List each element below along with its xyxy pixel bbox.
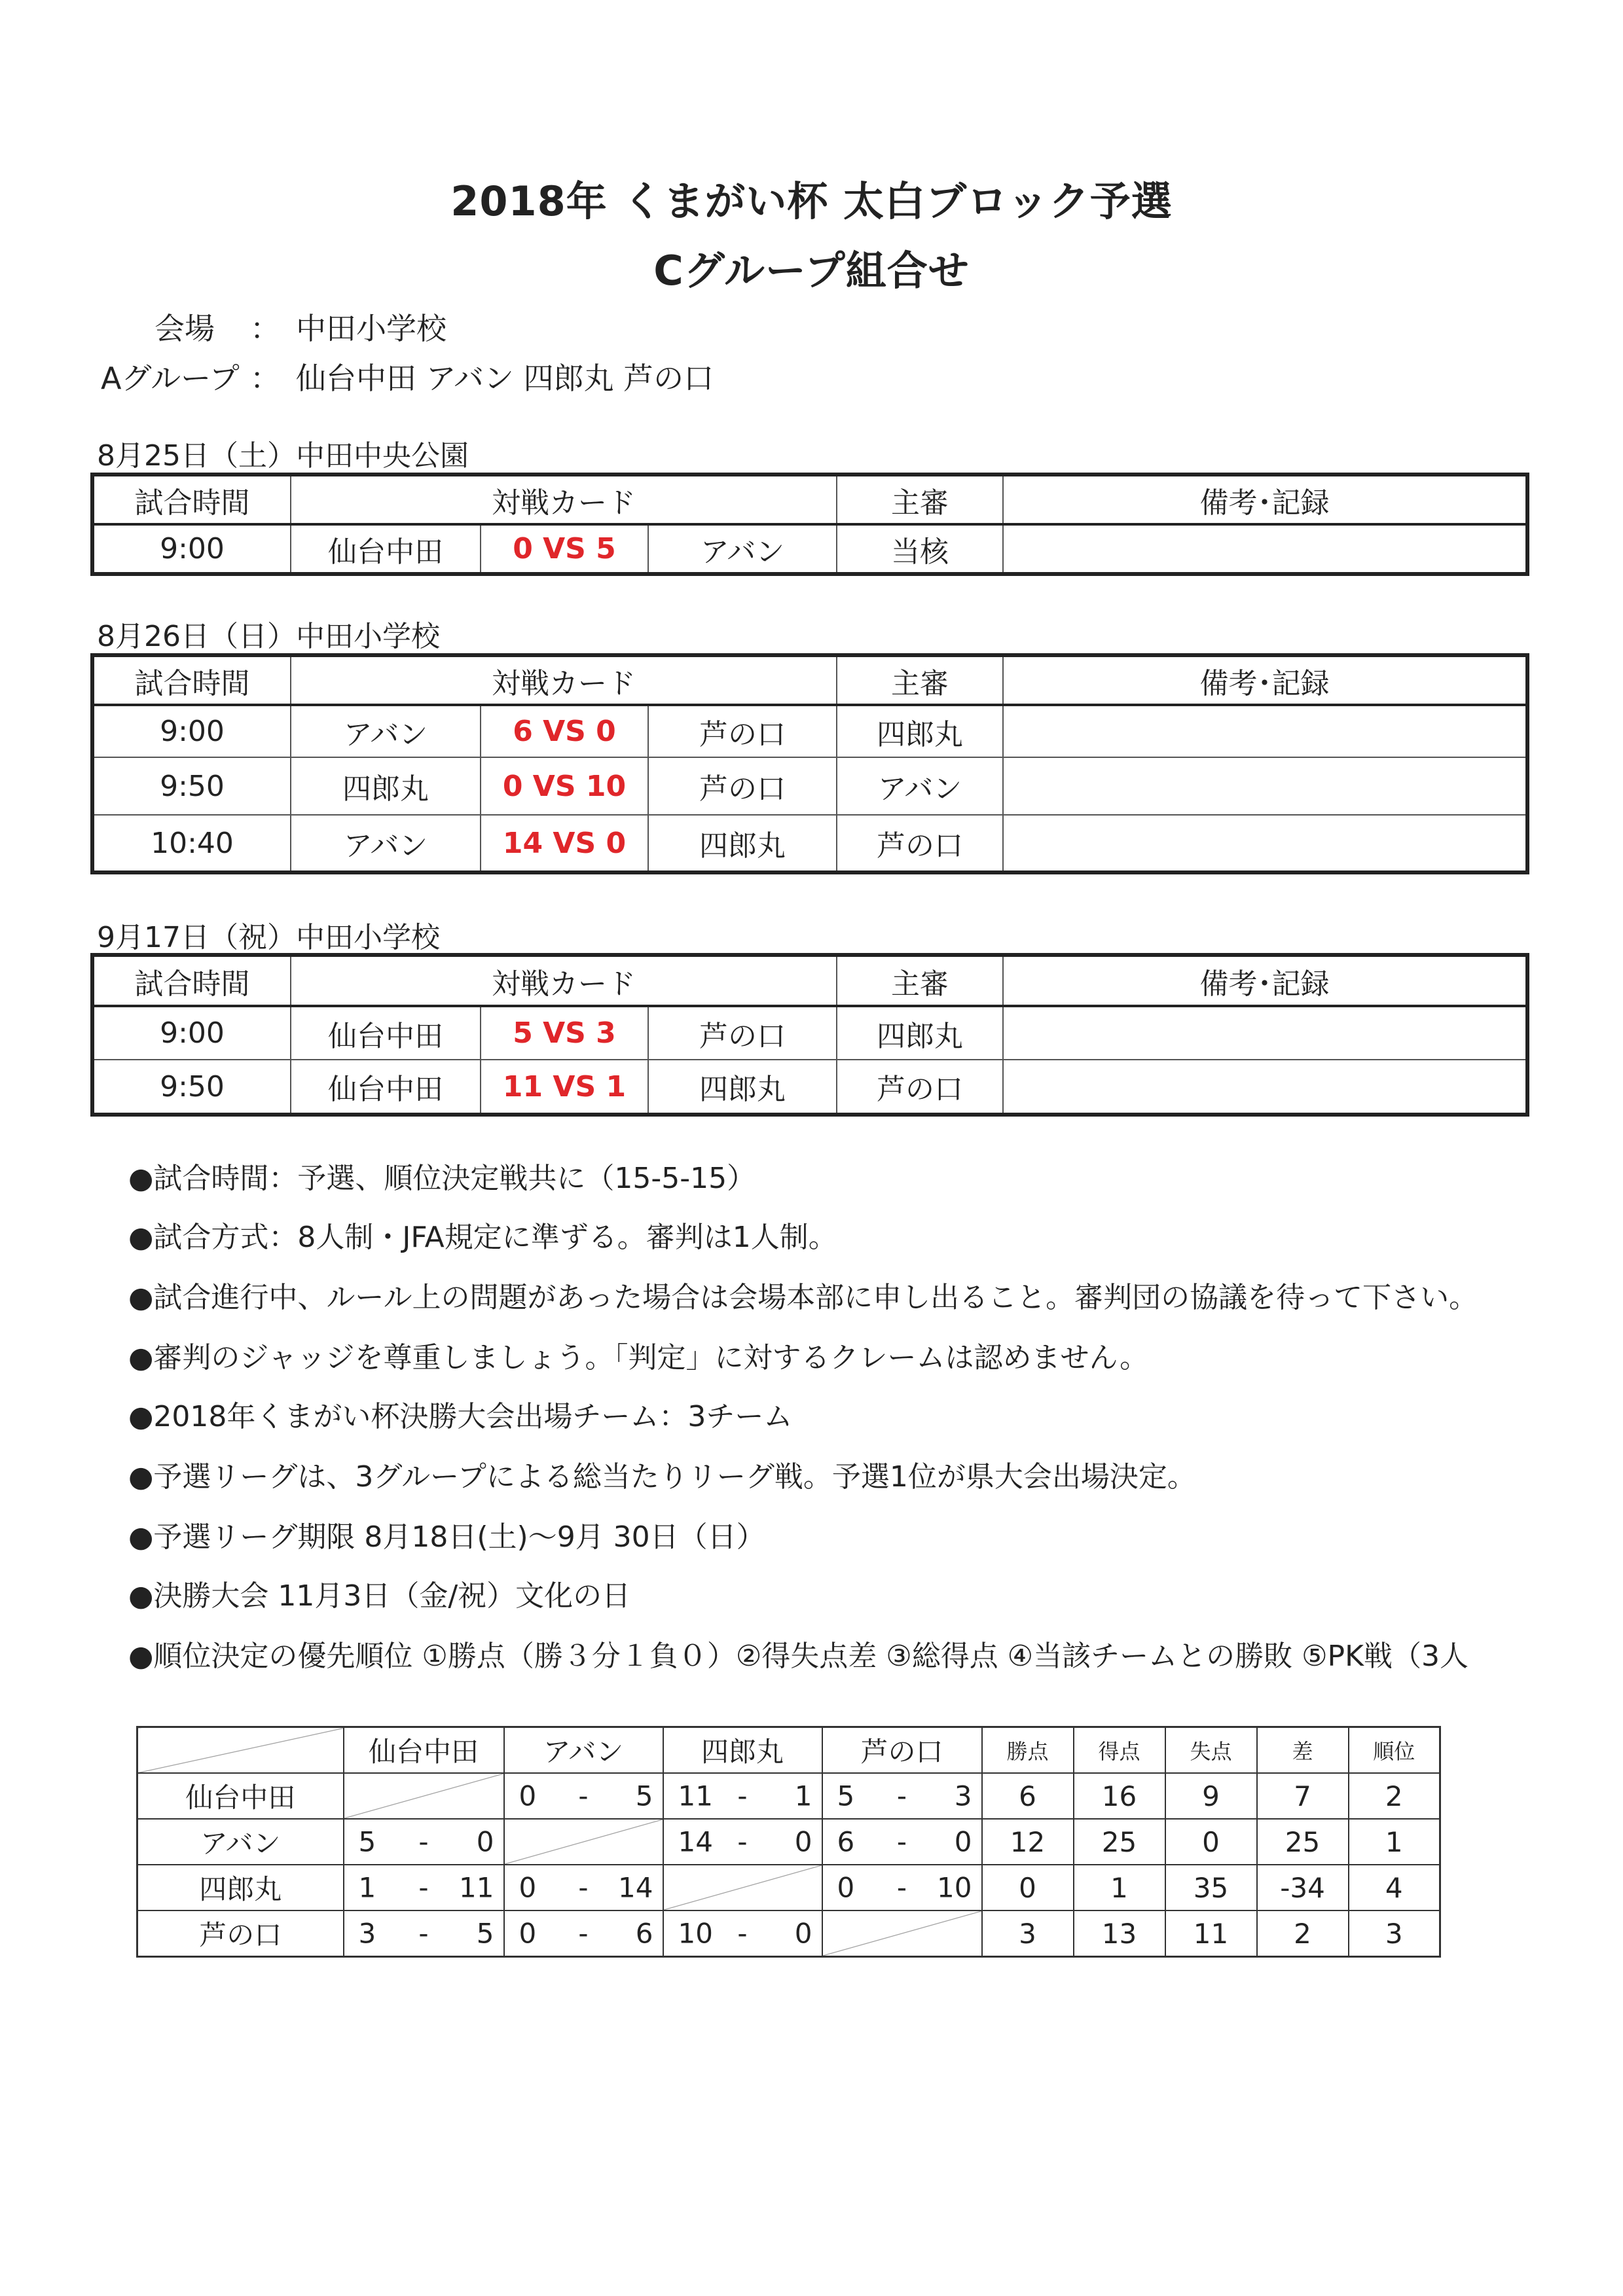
points: 0: [982, 1865, 1074, 1910]
venue-label: 会場: [155, 311, 215, 346]
goals-against: 3: [954, 1780, 972, 1812]
match-home: 仙台中田: [291, 1060, 481, 1115]
match-referee: 当核: [837, 524, 1003, 574]
goals-against: 0: [954, 1825, 972, 1858]
col-team: アバン: [504, 1727, 663, 1774]
match-row: [92, 1060, 1527, 1115]
goals-for-total: 16: [1074, 1773, 1165, 1819]
match-referee: 四郎丸: [837, 1006, 1003, 1060]
goals-against-total: 9: [1165, 1773, 1257, 1819]
goals-for: 0: [519, 1917, 537, 1950]
match-notes: [1003, 815, 1527, 872]
goals-for: 1: [358, 1871, 376, 1904]
header-notes: 備考･記録: [1003, 475, 1527, 524]
venue-value: 中田小学校: [296, 311, 447, 346]
score-dash: -: [896, 1825, 907, 1858]
goals-for: 10: [678, 1917, 713, 1950]
match-notes: [1003, 1006, 1527, 1060]
result-cell: [663, 1773, 822, 1819]
goals-for: 5: [358, 1825, 376, 1858]
goals-for: 6: [837, 1825, 855, 1858]
match-home: 仙台中田: [291, 1006, 481, 1060]
day-2-schedule: [90, 653, 1529, 874]
note-item: ●順位決定の優先順位 ①勝点（勝３分１負０）②得失点差 ③総得点 ④当該チームとの勝敗 ⑤PK戦（3人: [128, 1640, 1468, 1673]
self-match-cell: [822, 1910, 982, 1957]
match-row: [92, 757, 1527, 815]
corner-cell: [137, 1727, 344, 1774]
venue-colon: ：: [250, 311, 280, 346]
day-3-title: 9月17日（祝）中田小学校: [97, 921, 440, 954]
match-away: 四郎丸: [648, 815, 837, 872]
row-team: 四郎丸: [137, 1865, 344, 1910]
score-dash: -: [578, 1917, 589, 1950]
header-time: 試合時間: [92, 475, 291, 524]
score-dash: -: [578, 1780, 589, 1812]
score-dash: -: [737, 1917, 748, 1950]
league-row: [137, 1910, 1440, 1957]
col-goal-diff: 差: [1257, 1727, 1349, 1774]
result-cell: [344, 1819, 504, 1865]
goals-against: 0: [794, 1917, 812, 1950]
score-dash: -: [896, 1871, 907, 1904]
rank: 4: [1349, 1865, 1440, 1910]
match-score: 14 VS 0: [481, 815, 648, 872]
goals-against-total: 35: [1165, 1865, 1257, 1910]
match-home: 四郎丸: [291, 757, 481, 815]
col-team: 芦の口: [822, 1727, 982, 1774]
match-home: アバン: [291, 815, 481, 872]
result-cell: [504, 1910, 663, 1957]
header-match: 対戦カード: [291, 655, 837, 705]
score-dash: -: [578, 1871, 589, 1904]
goals-for: 11: [678, 1780, 713, 1812]
note-item: ●予選リーグ期限 8月18日(土)～9月 30日（日）: [128, 1520, 765, 1554]
goals-against-total: 11: [1165, 1910, 1257, 1957]
header-referee: 主審: [837, 475, 1003, 524]
rank: 3: [1349, 1910, 1440, 1957]
match-away: 芦の口: [648, 1006, 837, 1060]
match-score: 0 VS 5: [481, 524, 648, 574]
self-match-cell: [504, 1819, 663, 1865]
goals-against: 0: [476, 1825, 494, 1858]
match-away: 四郎丸: [648, 1060, 837, 1115]
match-notes: [1003, 757, 1527, 815]
match-referee: アバン: [837, 757, 1003, 815]
result-cell: [344, 1865, 504, 1910]
row-team: 仙台中田: [137, 1773, 344, 1819]
goals-against: 0: [794, 1825, 812, 1858]
match-away: 芦の口: [648, 757, 837, 815]
league-header-row: [137, 1727, 1440, 1774]
points: 12: [982, 1819, 1074, 1865]
col-goals-against: 失点: [1165, 1727, 1257, 1774]
header-match: 対戦カード: [291, 955, 837, 1006]
result-cell: [504, 1773, 663, 1819]
result-cell: [663, 1910, 822, 1957]
goals-against: 5: [635, 1780, 653, 1812]
score-dash: -: [418, 1825, 429, 1858]
goals-for: 5: [837, 1780, 855, 1812]
match-row: [92, 524, 1527, 574]
match-notes: [1003, 524, 1527, 574]
header-notes: 備考･記録: [1003, 655, 1527, 705]
result-cell: [822, 1865, 982, 1910]
league-row: [137, 1819, 1440, 1865]
goals-for: 0: [519, 1871, 537, 1904]
goals-for: 0: [519, 1780, 537, 1812]
goals-for-total: 13: [1074, 1910, 1165, 1957]
header-referee: 主審: [837, 955, 1003, 1006]
goal-diff: 7: [1257, 1773, 1349, 1819]
points: 6: [982, 1773, 1074, 1819]
score-dash: -: [737, 1825, 748, 1858]
goals-against: 10: [937, 1871, 972, 1904]
goal-diff: -34: [1257, 1865, 1349, 1910]
match-notes: [1003, 1060, 1527, 1115]
goals-against: 6: [635, 1917, 653, 1950]
col-points: 勝点: [982, 1727, 1074, 1774]
match-time: 10:40: [92, 815, 291, 872]
match-time: 9:00: [92, 1006, 291, 1060]
goals-for: 14: [678, 1825, 713, 1858]
row-team: アバン: [137, 1819, 344, 1865]
note-item: ●試合進行中、ルール上の問題があった場合は会場本部に申し出ること。審判団の協議を待って下さい。: [128, 1281, 1478, 1314]
note-item: ●2018年くまがい杯決勝大会出場チーム：3チーム: [128, 1400, 793, 1433]
match-away: 芦の口: [648, 705, 837, 757]
goals-against: 14: [618, 1871, 653, 1904]
note-item: ●決勝大会 11月3日（金/祝）文化の日: [128, 1579, 631, 1613]
header-match: 対戦カード: [291, 475, 837, 524]
goals-for-total: 25: [1074, 1819, 1165, 1865]
group-teams: 仙台中田 アバン 四郎丸 芦の口: [296, 361, 714, 396]
league-table: [136, 1726, 1441, 1958]
self-match-cell: [344, 1773, 504, 1819]
goal-diff: 25: [1257, 1819, 1349, 1865]
day-2-title: 8月26日（日）中田小学校: [97, 620, 440, 653]
day-1-title: 8月25日（土）中田中央公園: [97, 439, 469, 473]
col-team: 仙台中田: [344, 1727, 504, 1774]
goals-against: 11: [459, 1871, 494, 1904]
match-home: アバン: [291, 705, 481, 757]
match-away: アバン: [648, 524, 837, 574]
match-time: 9:00: [92, 524, 291, 574]
header-time: 試合時間: [92, 955, 291, 1006]
match-score: 6 VS 0: [481, 705, 648, 757]
goals-against: 1: [794, 1780, 812, 1812]
match-row: [92, 815, 1527, 872]
match-time: 9:50: [92, 1060, 291, 1115]
goal-diff: 2: [1257, 1910, 1349, 1957]
match-time: 9:50: [92, 757, 291, 815]
note-item: ●試合時間：予選、順位決定戦共に（15-5-15）: [128, 1162, 756, 1195]
match-score: 5 VS 3: [481, 1006, 648, 1060]
header-referee: 主審: [837, 655, 1003, 705]
rank: 2: [1349, 1773, 1440, 1819]
row-team: 芦の口: [137, 1910, 344, 1957]
match-time: 9:00: [92, 705, 291, 757]
self-match-cell: [663, 1865, 822, 1910]
note-item: ●審判のジャッジを尊重しましょう。「判定」に対するクレームは認めません。: [128, 1341, 1149, 1374]
match-referee: 四郎丸: [837, 705, 1003, 757]
match-score: 11 VS 1: [481, 1060, 648, 1115]
result-cell: [344, 1910, 504, 1957]
match-row: [92, 705, 1527, 757]
goals-against: 5: [476, 1917, 494, 1950]
goals-for: 3: [358, 1917, 376, 1950]
group-colon: ：: [250, 361, 280, 396]
league-row: [137, 1865, 1440, 1910]
day-1-schedule: [90, 473, 1529, 576]
rank: 1: [1349, 1819, 1440, 1865]
score-dash: -: [418, 1917, 429, 1950]
title-line-2: Cグループ組合せ: [653, 247, 970, 295]
league-row: [137, 1773, 1440, 1819]
result-cell: [504, 1865, 663, 1910]
title-line-1: 2018年 くまがい杯 太白ブロック予選: [450, 177, 1173, 225]
match-referee: 芦の口: [837, 815, 1003, 872]
score-dash: -: [737, 1780, 748, 1812]
header-time: 試合時間: [92, 655, 291, 705]
score-dash: -: [896, 1780, 907, 1812]
match-referee: 芦の口: [837, 1060, 1003, 1115]
result-cell: [663, 1819, 822, 1865]
match-notes: [1003, 705, 1527, 757]
col-rank: 順位: [1349, 1727, 1440, 1774]
note-item: ●予選リーグは、3グループによる総当たりリーグ戦。予選1位が県大会出場決定。: [128, 1460, 1196, 1494]
col-goals-for: 得点: [1074, 1727, 1165, 1774]
match-home: 仙台中田: [291, 524, 481, 574]
score-dash: -: [418, 1871, 429, 1904]
result-cell: [822, 1819, 982, 1865]
result-cell: [822, 1773, 982, 1819]
group-label: Aグループ: [101, 361, 240, 396]
match-score: 0 VS 10: [481, 757, 648, 815]
match-row: [92, 1006, 1527, 1060]
goals-for-total: 1: [1074, 1865, 1165, 1910]
day-3-schedule: [90, 953, 1529, 1117]
points: 3: [982, 1910, 1074, 1957]
goals-against-total: 0: [1165, 1819, 1257, 1865]
col-team: 四郎丸: [663, 1727, 822, 1774]
header-notes: 備考･記録: [1003, 955, 1527, 1006]
note-item: ●試合方式：8人制・JFA規定に準ずる。審判は1人制。: [128, 1221, 837, 1254]
goals-for: 0: [837, 1871, 855, 1904]
